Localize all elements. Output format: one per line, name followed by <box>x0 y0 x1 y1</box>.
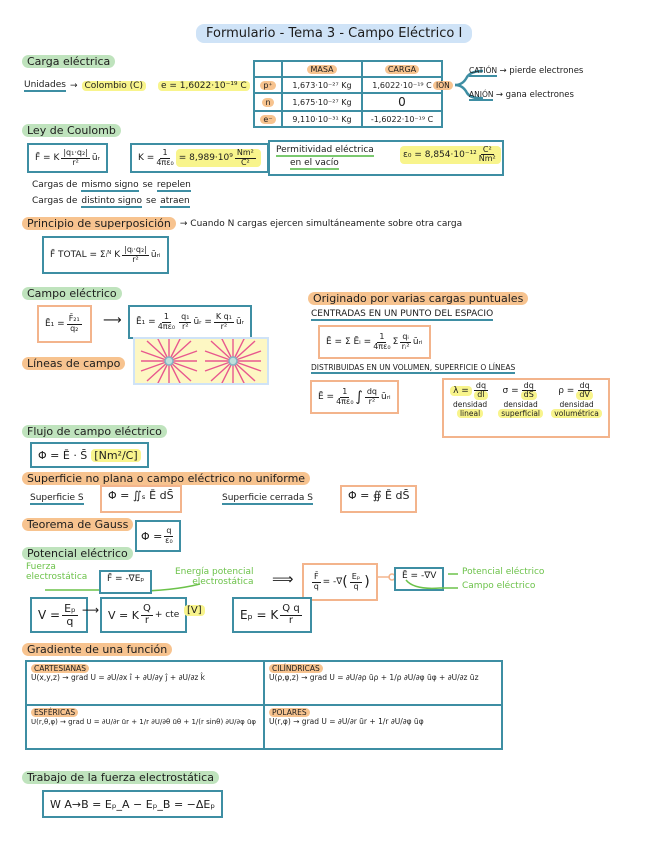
field-definition-formula: Ē₁ = $\frac{\text{F̄₂₁}}{\text{q₂}}$ <box>37 305 92 343</box>
header-masa: MASA <box>307 65 336 74</box>
discrete-field-formula: Ē = Σ Ēᵢ = $\frac{1}{\text{4πε₀}}$ Σ $\frac{\text{qᵢ}}{\text{rᵢ²}}$ ūᵣᵢ <box>318 325 431 359</box>
density-surface: σ = $\frac{dq}{dS}$ densidad superficial <box>498 382 543 434</box>
heading-gauss: Teorema de Gauss <box>22 518 133 531</box>
campo-note: Campo eléctrico <box>462 581 536 591</box>
table-header-row <box>254 61 442 77</box>
electron-charge: e = 1,6022·10⁻¹⁹ C <box>158 81 250 91</box>
density-volume: ρ = $\frac{dq}{dV}$ densidad volumétrica <box>551 382 602 434</box>
centradas-label: CENTRADAS EN UN PUNTO DEL ESPACIO <box>311 309 494 319</box>
ion-label: IÓN <box>433 81 453 90</box>
cell-polares: POLARES U(r,φ) → grad U = ∂U/∂r ūr + 1/r ∂U/∂φ ūφ <box>264 705 502 749</box>
field-lines-diagram <box>133 337 269 385</box>
arrow-icon: ⟶ <box>103 313 122 328</box>
surface-flux-formula: Φ = ∬ₛ Ē dS̄ <box>100 485 182 513</box>
particle-neutron: n <box>262 98 273 107</box>
heading-originado: Originado por varias cargas puntuales <box>308 292 528 305</box>
cell-esfericas: ESFÉRICAS U(r,θ,φ) → grad U = ∂U/∂r ūr + 1/r ∂U/∂θ ūθ + 1/(r sinθ) ∂U/∂φ ūφ <box>26 705 264 749</box>
coulomb-constant-formula: K = $\frac{1}{\text{4πε₀}}$ = 8,989·10⁹ $\frac{\text{Nm²}}{\text{C²}}$ <box>130 143 269 173</box>
table-row <box>26 705 502 749</box>
superposition-row: Principio de superposición → Cuando N cargas ejercen simultáneamente sobre otra carga <box>22 217 462 230</box>
table-row: n 1,675·10⁻²⁷ Kg 0 <box>254 93 442 111</box>
superficie-cerrada-label: Superficie cerrada S <box>222 493 313 503</box>
continuous-field-formula: Ē = $\frac{1}{\text{4πε₀}}$ ∫ $\frac{dq}{\text{r²}}$ ūᵣᵢ <box>310 380 399 414</box>
unidades-row <box>24 80 250 92</box>
heading-potencial: Potencial eléctrico <box>22 547 133 560</box>
field-point-charge-formula: Ē₁ = $\frac{1}{\text{4πε₀}}$ $\frac{\text{q₁}}{\text{r²}}$ ūᵣ = $\frac{\text{K q₁}}{\text{r²}}$ ūᵣ <box>128 305 252 339</box>
note-connector-icon <box>400 568 460 594</box>
point-charge-potential-formula: V = K $\frac{Q}{r}$ + cte <box>100 597 187 633</box>
unidades-label: Unidades <box>24 80 66 90</box>
heading-campo: Campo eléctrico <box>22 287 122 300</box>
rule-repel: Cargas de mismo signo se repelen <box>32 180 191 190</box>
distribuidas-label: DISTRIBUIDAS EN UN VOLUMEN, SUPERFICIE O LÍNEAS <box>311 363 516 372</box>
field-lines-icon <box>135 339 267 383</box>
heading-no-plana: Superficie no plana o campo eléctrico no uniforme <box>22 472 310 485</box>
flux-formula: Φ = Ē · S̄ [Nm²/C] <box>30 442 149 468</box>
force-gradient-formula: F̄ = -∇Eₚ <box>99 570 152 594</box>
permittivity-box: Permitividad eléctrica en el vacío ε₀ = 8,854·10⁻¹² $\frac{\text{C²}}{\text{Nm²}}$ <box>268 140 504 176</box>
arrow: → <box>69 81 78 91</box>
header-carga: CARGA <box>385 65 419 74</box>
densities-box <box>442 378 610 438</box>
page-title: Formulario - Tema 3 - Campo Eléctrico I <box>196 24 472 43</box>
unidades-value: Colombio (C) <box>82 81 146 91</box>
gauss-formula: Φ = $\frac{q}{\text{ε₀}}$ <box>135 520 181 552</box>
table-row: e⁻ 9,110·10⁻³¹ Kg -1,6022·10⁻¹⁹ C <box>254 111 442 127</box>
arrow-icon: ⟶ <box>82 603 100 617</box>
heading-carga-electrica: Carga eléctrica <box>22 55 115 68</box>
particle-proton: p⁺ <box>260 81 275 90</box>
cell-cilindricas: CILÍNDRICAS U(ρ,φ,z) → grad U = ∂U/∂ρ ūρ + 1/ρ ∂U/∂φ ūφ + ∂U/∂z ūz <box>264 661 502 705</box>
anion-row: ANIÓN → gana electrones <box>469 90 574 100</box>
heading-superposicion: Principio de superposición <box>22 217 176 230</box>
closed-surface-flux-formula: Φ = ∯ Ē dS̄ <box>340 485 417 513</box>
gradient-table <box>25 660 503 750</box>
implies-arrow-icon: ⟹ <box>272 570 294 588</box>
volt-unit: [V] <box>184 605 205 616</box>
connector-icon <box>376 572 396 582</box>
density-linear: λ = $\frac{dq}{dl}$ densidad lineal <box>450 382 490 434</box>
superficie-s-label: Superficie S <box>30 493 84 503</box>
cell-cartesianas: CARTESIANAS U(x,y,z) → grad U = ∂U/∂x î + ∂U/∂y ĵ + ∂U/∂z k̂ <box>26 661 264 705</box>
potential-energy-formula: Eₚ = K $\frac{\text{Q q}}{r}$ <box>232 597 312 633</box>
coulomb-force-formula: F̄ = K $\frac{\text{|q₁·q₂|}}{\text{r²}}$ ūᵣ <box>27 143 108 173</box>
heading-lineas-campo: Líneas de campo <box>22 357 125 370</box>
table-row <box>26 661 502 705</box>
heading-flujo: Flujo de campo eléctrico <box>22 425 167 438</box>
potencial-note: Potencial eléctrico <box>462 567 545 577</box>
ion-diagram <box>433 63 613 108</box>
fuerza-note: Fuerza electrostática <box>26 562 88 582</box>
field-gradient-formula: Ē = -∇V <box>394 567 444 591</box>
heading-gradiente: Gradiente de una función <box>22 643 172 656</box>
table-row: p⁺ 1,673·10⁻²⁷ Kg 1,6022·10⁻¹⁹ C <box>254 77 442 93</box>
particles-table <box>253 60 443 128</box>
work-formula: W A→B = Eₚ_A − Eₚ_B = −ΔEₚ <box>42 790 223 818</box>
heading-trabajo: Trabajo de la fuerza electrostática <box>22 771 219 784</box>
cation-row: CATIÓN → pierde electrones <box>469 66 584 76</box>
heading-coulomb: Ley de Coulomb <box>22 124 121 137</box>
energia-note: Energía potencial electrostática <box>175 567 254 587</box>
rule-attract: Cargas de distinto signo se atraen <box>32 196 190 206</box>
superposition-formula: F̄ TOTAL = Σᵢᴺ K $\frac{\text{|qᵢ·q₂|}}{\text{r²}}$ ūᵣᵢ <box>42 236 169 274</box>
field-potential-ratio-formula: $\frac{F̄}{q}$ = -∇ ( $\frac{\text{Eₚ}}{q}$ ) <box>302 563 378 601</box>
particle-electron: e⁻ <box>260 115 275 124</box>
potential-definition-formula: V = $\frac{\text{Eₚ}}{q}$ <box>30 597 88 633</box>
